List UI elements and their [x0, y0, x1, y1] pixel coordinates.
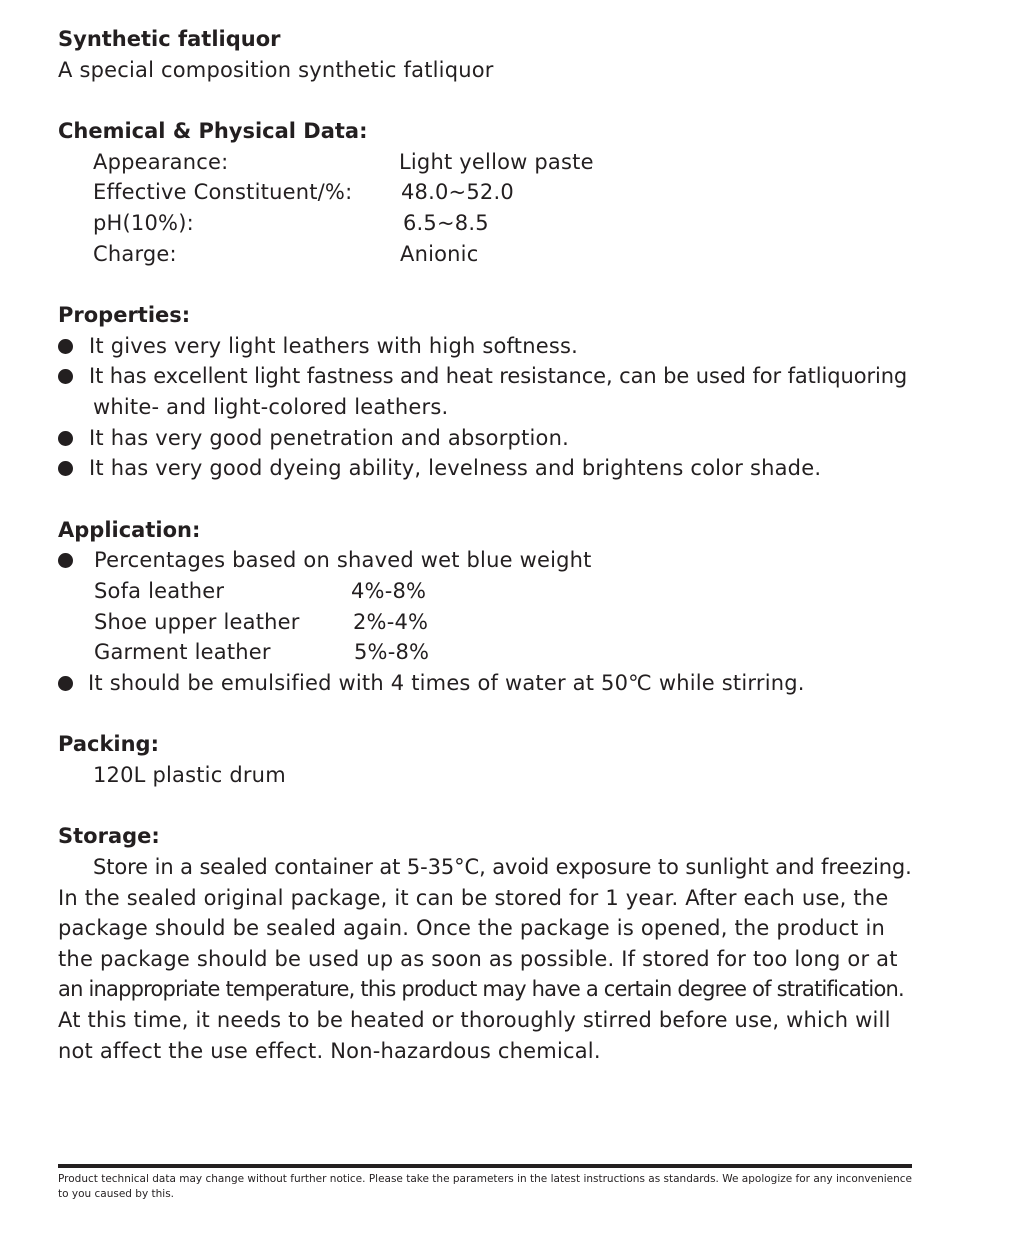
chemical-heading: Chemical & Physical Data:: [58, 119, 368, 144]
property-item: [58, 423, 912, 454]
product-description: A special composition synthetic fatliquor: [58, 57, 494, 82]
application-note-text: It should be emulsified with 4 times of water at 50℃ while stirring.: [88, 670, 805, 695]
property-text: It has very good penetration and absorption.: [89, 425, 569, 450]
document: [58, 24, 912, 1066]
storage-heading: Storage:: [58, 824, 160, 849]
chemical-value: 48.0~52.0: [401, 180, 514, 205]
application-note: [58, 668, 912, 699]
property-item: [58, 361, 912, 392]
storage-line: At this time, it needs to be heated or thoroughly stirred before use, which will: [58, 1008, 891, 1033]
storage-line: not affect the use effect. Non-hazardous chemical.: [58, 1038, 601, 1063]
chemical-row: [58, 239, 912, 270]
bullet-icon: [58, 676, 73, 691]
application-heading: Application:: [58, 517, 201, 542]
chemical-value: Anionic: [400, 241, 479, 266]
chemical-row: [58, 177, 912, 208]
leather-type: Shoe upper leather: [94, 609, 300, 634]
dosage: 5%-8%: [354, 640, 430, 665]
storage-line: an inappropriate temperature, this product may have a certain degree of stratification.: [58, 977, 904, 1002]
chemical-value: 6.5~8.5: [403, 210, 489, 235]
packing-heading: Packing:: [58, 732, 159, 757]
chemical-label: Charge:: [93, 241, 177, 266]
storage-line: package should be sealed again. Once the package is opened, the product in: [58, 916, 885, 941]
dosage: 4%-8%: [351, 578, 427, 603]
application-row: [58, 607, 912, 638]
property-text-continued: white- and light-colored leathers.: [93, 394, 449, 419]
storage-line: Store in a sealed container at 5-35°C, avoid exposure to sunlight and freezing.: [93, 855, 912, 880]
bullet-icon: [58, 553, 73, 568]
footer-divider: [58, 1164, 912, 1168]
bullet-icon: [58, 339, 73, 354]
chemical-row: [58, 147, 912, 178]
chemical-label: Appearance:: [93, 149, 229, 174]
property-text: It gives very light leathers with high softness.: [89, 333, 578, 358]
footer-disclaimer: Product technical data may change without further notice. Please take the parameters in the latest instructions as standards. We apologize for any inconvenience to you caused by this.: [58, 1173, 912, 1200]
chemical-label: Effective Constituent/%:: [93, 180, 353, 205]
chemical-value: Light yellow paste: [399, 149, 594, 174]
storage-line: the package should be used up as soon as possible. If stored for too long or at: [58, 946, 898, 971]
application-row: [58, 576, 912, 607]
property-text: It has very good dyeing ability, levelness and brightens color shade.: [89, 456, 822, 481]
bullet-icon: [58, 461, 73, 476]
packing-text: 120L plastic drum: [93, 762, 286, 787]
property-item: [58, 453, 912, 484]
properties-heading: Properties:: [58, 303, 191, 328]
leather-type: Garment leather: [94, 640, 271, 665]
bullet-icon: [58, 369, 73, 384]
leather-type: Sofa leather: [94, 578, 225, 603]
application-intro: [58, 545, 912, 576]
storage-line: In the sealed original package, it can be stored for 1 year. After each use, the: [58, 885, 889, 910]
product-name: Synthetic fatliquor: [58, 27, 281, 51]
property-text: It has excellent light fastness and heat resistance, can be used for fatliquoring: [89, 364, 908, 389]
application-row: [58, 637, 912, 668]
chemical-label: pH(10%):: [93, 210, 194, 235]
property-item: [58, 331, 912, 362]
dosage: 2%-4%: [353, 609, 429, 634]
bullet-icon: [58, 431, 73, 446]
application-intro-text: Percentages based on shaved wet blue weight: [94, 548, 592, 573]
chemical-row: [58, 208, 912, 239]
